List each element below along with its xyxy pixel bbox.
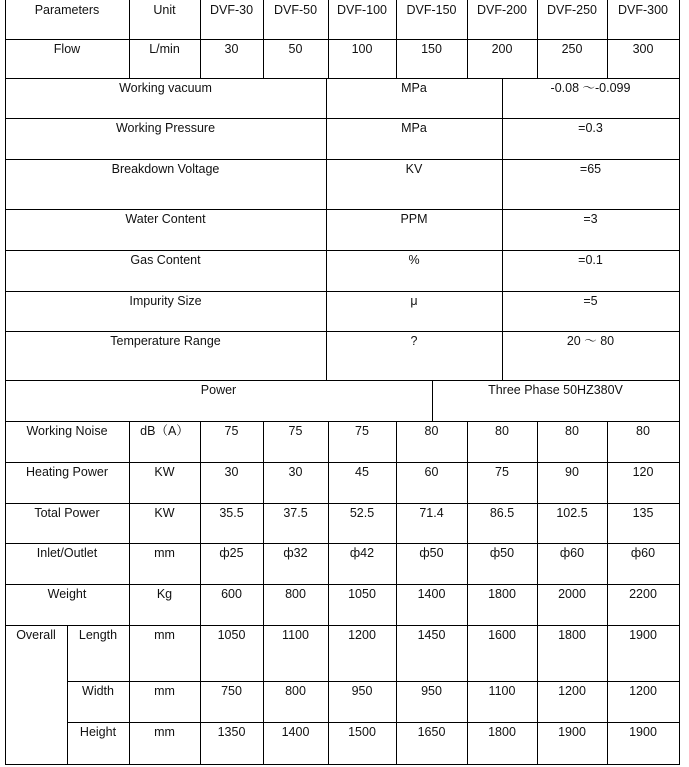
row-value: 45	[355, 465, 369, 479]
spec-label: Working Pressure	[115, 121, 216, 135]
spec-label: Impurity Size	[129, 294, 202, 308]
row-unit: KW	[154, 506, 175, 520]
spec-label: Water Content	[125, 212, 206, 226]
overall-dimension-label: Height	[79, 725, 117, 739]
flow-value: 300	[632, 42, 654, 56]
row-value: 600	[221, 587, 242, 601]
header-model-dvf-250: DVF-250	[546, 3, 598, 17]
flow-unit: L/min	[149, 42, 180, 56]
row-value: 90	[565, 465, 579, 479]
row-value: ф60	[559, 546, 585, 560]
overall-dimension-value: 950	[421, 684, 442, 698]
overall-dimension-value: 1600	[488, 628, 516, 642]
row-label: Total Power	[34, 506, 100, 520]
overall-dimension-unit: mm	[154, 725, 175, 739]
row-unit: KW	[154, 465, 175, 479]
overall-dimension-value: 800	[285, 684, 306, 698]
overall-dimension-value: 1650	[417, 725, 446, 739]
row-value: 60	[424, 465, 439, 479]
table-rule	[5, 764, 680, 765]
row-value: 37.5	[283, 506, 308, 520]
row-value: 80	[636, 424, 650, 438]
spec-value: =65	[579, 162, 602, 176]
row-value: 120	[632, 465, 654, 479]
row-value: 75	[224, 424, 239, 438]
overall-dimension-label: Length	[78, 628, 118, 642]
spec-value: -0.08 ～-0.099	[550, 81, 631, 95]
row-value: 1050	[348, 587, 376, 601]
spec-unit: KV	[405, 162, 423, 176]
row-value: 75	[288, 424, 303, 438]
header-model-dvf-50: DVF-50	[273, 3, 318, 17]
row-value: ф25	[219, 546, 244, 560]
spec-label: Gas Content	[130, 253, 201, 267]
spec-unit: ?	[410, 334, 418, 348]
overall-dimension-value: 950	[351, 684, 373, 698]
flow-value: 30	[224, 42, 239, 56]
spec-unit: MPa	[401, 81, 427, 95]
overall-dimension-value: 1350	[217, 725, 246, 739]
row-unit: dB（A）	[140, 424, 189, 438]
row-unit: mm	[154, 546, 175, 560]
table-rule	[679, 0, 680, 765]
row-unit: Kg	[156, 587, 173, 601]
row-value: 80	[565, 424, 579, 438]
row-value: 75	[355, 424, 369, 438]
overall-dimension-value: 1200	[629, 684, 657, 698]
spec-unit: MPa	[401, 121, 427, 135]
row-value: ф42	[349, 546, 375, 560]
overall-dimension-value: 1800	[488, 725, 516, 739]
row-label: Heating Power	[26, 465, 108, 479]
spec-value: 20 ～ 80	[566, 334, 615, 348]
row-value: 2000	[558, 587, 586, 601]
spec-label: Temperature Range	[110, 334, 221, 348]
header-model-dvf-100: DVF-100	[336, 3, 388, 17]
row-value: ф50	[419, 546, 444, 560]
spec-value: =0.1	[578, 253, 603, 267]
row-label: Inlet/Outlet	[36, 546, 98, 560]
flow-value: 50	[288, 42, 303, 56]
row-value: 80	[424, 424, 439, 438]
row-value: 30	[224, 465, 239, 479]
spec-label: Working vacuum	[119, 81, 212, 95]
header-unit: Unit	[153, 3, 176, 17]
flow-value: 200	[491, 42, 513, 56]
row-value: 75	[495, 465, 509, 479]
header-model-dvf-30: DVF-30	[209, 3, 254, 17]
spec-unit: %	[408, 253, 420, 267]
row-value: 71.4	[419, 506, 444, 520]
flow-label: Flow	[53, 42, 81, 56]
overall-dimension-value: 1050	[217, 628, 246, 642]
row-label: Weight	[47, 587, 87, 601]
spec-value: =3	[583, 212, 598, 226]
row-value: 1800	[488, 587, 516, 601]
header-parameters: Parameters	[34, 3, 100, 17]
row-value: 30	[288, 465, 303, 479]
spec-unit: PPM	[400, 212, 428, 226]
overall-label: Overall	[16, 628, 56, 642]
row-value: 800	[285, 587, 306, 601]
row-value: 52.5	[349, 506, 375, 520]
power-label: Power	[200, 383, 237, 397]
header-model-dvf-200: DVF-200	[476, 3, 528, 17]
power-value: Three Phase 50HZ380V	[488, 383, 623, 397]
overall-dimension-value: 1100	[488, 684, 516, 698]
row-value: 1400	[417, 587, 446, 601]
overall-dimension-value: 1800	[558, 628, 586, 642]
row-value: ф32	[283, 546, 308, 560]
overall-dimension-value: 750	[221, 684, 242, 698]
spec-value: =0.3	[578, 121, 603, 135]
spec-unit: μ	[410, 294, 418, 308]
overall-dimension-value: 1400	[281, 725, 310, 739]
overall-dimension-value: 1900	[629, 725, 657, 739]
flow-value: 250	[561, 42, 583, 56]
row-value: 35.5	[219, 506, 244, 520]
spec-value: =5	[583, 294, 598, 308]
row-label: Working Noise	[26, 424, 108, 438]
overall-dimension-unit: mm	[154, 684, 175, 698]
row-value: 135	[632, 506, 654, 520]
row-value: 2200	[629, 587, 657, 601]
overall-dimension-unit: mm	[154, 628, 175, 642]
overall-dimension-value: 1450	[417, 628, 446, 642]
overall-dimension-value: 1900	[558, 725, 586, 739]
row-value: 86.5	[489, 506, 515, 520]
overall-dimension-value: 1200	[558, 684, 586, 698]
row-value: 80	[495, 424, 509, 438]
header-model-dvf-300: DVF-300	[617, 3, 669, 17]
overall-dimension-value: 1100	[282, 628, 309, 642]
flow-value: 150	[421, 42, 442, 56]
spec-label: Breakdown Voltage	[111, 162, 220, 176]
row-value: ф50	[489, 546, 515, 560]
overall-dimension-value: 1900	[629, 628, 657, 642]
flow-value: 100	[351, 42, 373, 56]
overall-dimension-value: 1500	[348, 725, 376, 739]
overall-dimension-label: Width	[82, 684, 114, 698]
row-value: 102.5	[556, 506, 588, 520]
overall-dimension-value: 1200	[348, 628, 376, 642]
row-value: ф60	[630, 546, 656, 560]
header-model-dvf-150: DVF-150	[406, 3, 457, 17]
